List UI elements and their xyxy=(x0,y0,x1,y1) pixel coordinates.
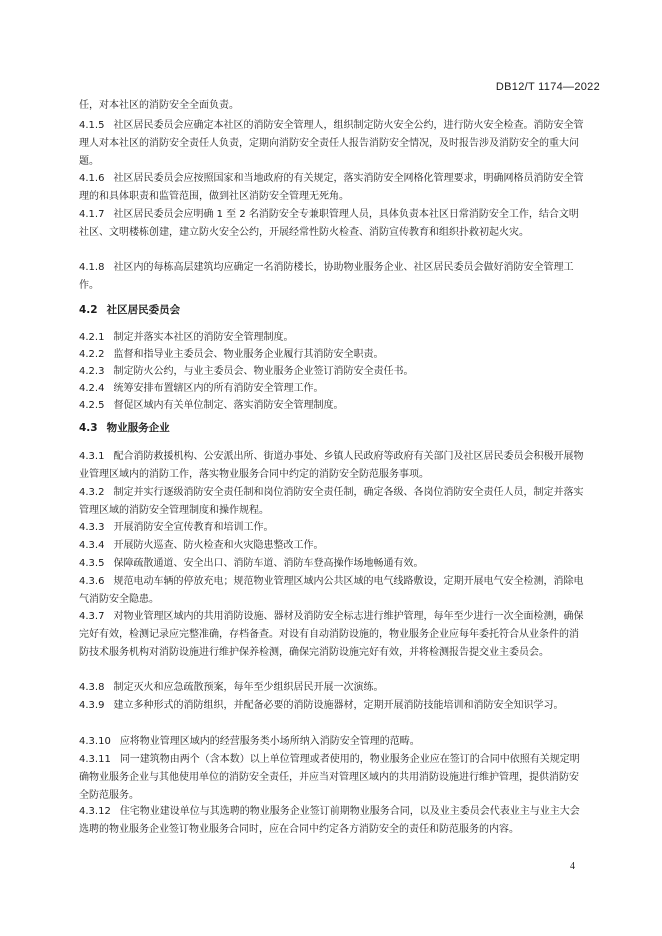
clause-4-2-2 xyxy=(79,346,585,364)
clause-text: 制定防火公约，与业主委员会、物业服务企业签订消防安全责任书。 xyxy=(113,366,414,377)
clause-text: 统筹安排布置辖区内的所有消防安全管理工作。 xyxy=(113,383,324,394)
clause-4-3-12 xyxy=(79,803,585,839)
clause-4-3-5 xyxy=(79,555,585,573)
clause-4-3-6 xyxy=(79,573,585,609)
section-title: 社区居民委员会 xyxy=(106,304,181,316)
clause-number: 4.3.11 xyxy=(79,754,111,765)
clause-text: 社区内的每栋高层建筑均应确定一名消防楼长，协助物业服务企业、社区居民委员会做好消防安全管理工作。 xyxy=(79,262,574,291)
clause-number: 4.3.5 xyxy=(79,558,105,569)
clause-text: 社区居民委员会应确定本社区的消防安全管理人，组织制定防火安全公约，进行防火安全检查。消防安全管理人对本社区的消防安全责任人负责，定期向消防安全责任人报告消防安全情况，及时报告涉及消防安全的重大问题。 xyxy=(79,120,584,167)
clause-number: 4.3.6 xyxy=(79,576,105,587)
clause-4-3-1 xyxy=(79,448,585,484)
clause-4-3-4 xyxy=(79,537,585,555)
clause-4-3-2 xyxy=(79,484,585,520)
clause-4-1-7 xyxy=(79,206,585,242)
clause-number: 4.3.2 xyxy=(79,487,105,498)
clause-text: 建立多种形式的消防组织，并配备必要的消防设施器材，定期开展消防技能培训和消防安全知识学习。 xyxy=(113,700,564,711)
clause-4-2-3 xyxy=(79,363,585,381)
clause-4-2-4 xyxy=(79,380,585,398)
section-number: 4.2 xyxy=(79,304,98,316)
clause-text: 开展消防安全宣传教育和培训工作。 xyxy=(113,522,274,533)
clause-number: 4.1.7 xyxy=(79,209,105,220)
clause-text: 应将物业管理区域内的经营服务类小场所纳入消防安全管理的范畴。 xyxy=(119,736,420,747)
clause-text: 保障疏散通道、安全出口、消防车道、消防车登高操作场地畅通有效。 xyxy=(113,558,424,569)
clause-text: 制定并落实本社区的消防安全管理制度。 xyxy=(113,332,294,343)
clause-number: 4.1.6 xyxy=(79,173,105,184)
clause-4-2-5 xyxy=(79,397,585,415)
section-heading-4-2 xyxy=(79,301,585,319)
clause-number: 4.3.1 xyxy=(79,451,105,462)
clause-number: 4.3.12 xyxy=(79,806,111,817)
clause-number: 4.3.9 xyxy=(79,700,105,711)
clause-text: 制定灭火和应急疏散预案，每年至少组织居民开展一次演练。 xyxy=(113,682,384,693)
clause-text: 对物业管理区域内的共用消防设施、器材及消防安全标志进行维护管理，每年至少进行一次全面检测，确保完好有效，检测记录应完整准确，存档备查。对设有自动消防设施的，物业服务企业应每年委托符合从业条件的消防技术服务机构对消防设施进行维护保养检测，确保完消防设施完好有效，并将检测报告提交业主委员会。 xyxy=(79,611,584,658)
clause-text: 社区居民委员会应按照国家和当地政府的有关规定，落实消防安全网格化管理要求，明确网格员消防安全管理的和具体职责和监管范围，做到社区消防安全管理无死角。 xyxy=(79,173,584,202)
clause-number: 4.3.8 xyxy=(79,682,105,693)
clause-text: 社区居民委员会应明确 1 至 2 名消防安全专兼职管理人员，具体负责本社区日常消防安全工作，结合文明社区、文明楼栋创建，建立防火安全公约，开展经常性防火检查、消防宣传教育和组织扑救初起火灾。 xyxy=(79,209,579,238)
clause-number: 4.2.5 xyxy=(79,400,105,411)
clause-4-3-11 xyxy=(79,751,585,805)
clause-number: 4.3.7 xyxy=(79,611,105,622)
clause-4-3-7 xyxy=(79,608,585,662)
clause-4-1-8 xyxy=(79,259,585,295)
paragraph-continuation: 任，对本社区的消防安全全面负责。 xyxy=(79,100,239,111)
clause-text: 监督和指导业主委员会、物业服务企业履行其消防安全职责。 xyxy=(113,349,384,360)
page-number: 4 xyxy=(570,861,575,872)
clause-number: 4.3.4 xyxy=(79,540,105,551)
clause-number: 4.2.3 xyxy=(79,366,105,377)
clause-4-1-6 xyxy=(79,170,585,206)
clause-number: 4.2.4 xyxy=(79,383,105,394)
clause-number: 4.3.3 xyxy=(79,522,105,533)
clause-4-3-8 xyxy=(79,679,585,697)
clause-text: 规范电动车辆的停放充电；规范物业管理区域内公共区域的电气线路敷设，定期开展电气安全检测，消除电气消防安全隐患。 xyxy=(79,576,584,605)
document-code: DB12/T 1174—2022 xyxy=(495,81,600,93)
clause-number: 4.1.8 xyxy=(79,262,105,273)
clause-4-1-5 xyxy=(79,117,585,171)
clause-number: 4.1.5 xyxy=(79,120,105,131)
section-number: 4.3 xyxy=(79,422,98,434)
clause-text: 督促区域内有关单位制定、落实消防安全管理制度。 xyxy=(113,400,344,411)
clause-text: 开展防火巡查、防火检查和火灾隐患整改工作。 xyxy=(113,540,324,551)
section-heading-4-3 xyxy=(79,419,585,437)
clause-4-3-9 xyxy=(79,697,585,715)
clause-text: 制定并实行逐级消防安全责任制和岗位消防安全责任制，确定各级、各岗位消防安全责任人员，制定并落实管理区域的消防安全管理制度和操作规程。 xyxy=(79,487,584,516)
clause-4-3-10 xyxy=(79,733,585,751)
clause-number: 4.2.1 xyxy=(79,332,105,343)
clause-4-3-3 xyxy=(79,519,585,537)
clause-number: 4.2.2 xyxy=(79,349,105,360)
clause-number: 4.3.10 xyxy=(79,736,111,747)
section-title: 物业服务企业 xyxy=(106,422,170,434)
clause-text: 住宅物业建设单位与其选聘的物业服务企业签订前期物业服务合同，以及业主委员会代表业主与业主大会选聘的物业服务企业签订物业服务合同时，应在合同中约定各方消防安全的责任和防范服务的内容。 xyxy=(79,806,580,835)
clause-4-2-1 xyxy=(79,329,585,347)
clause-text: 配合消防救援机构、公安派出所、街道办事处、乡镇人民政府等政府有关部门及社区居民委员会积极开展物业管理区域内的消防工作，落实物业服务合同中约定的消防安全防范服务事项。 xyxy=(79,451,584,480)
clause-text: 同一建筑物由两个（含本数）以上单位管理或者使用的，物业服务企业应在签订的合同中依照有关规定明确物业服务企业与其他使用单位的消防安全责任，并应当对管理区域内的共用消防设施进行维护管理，提供消防安全防范服务。 xyxy=(79,754,580,801)
